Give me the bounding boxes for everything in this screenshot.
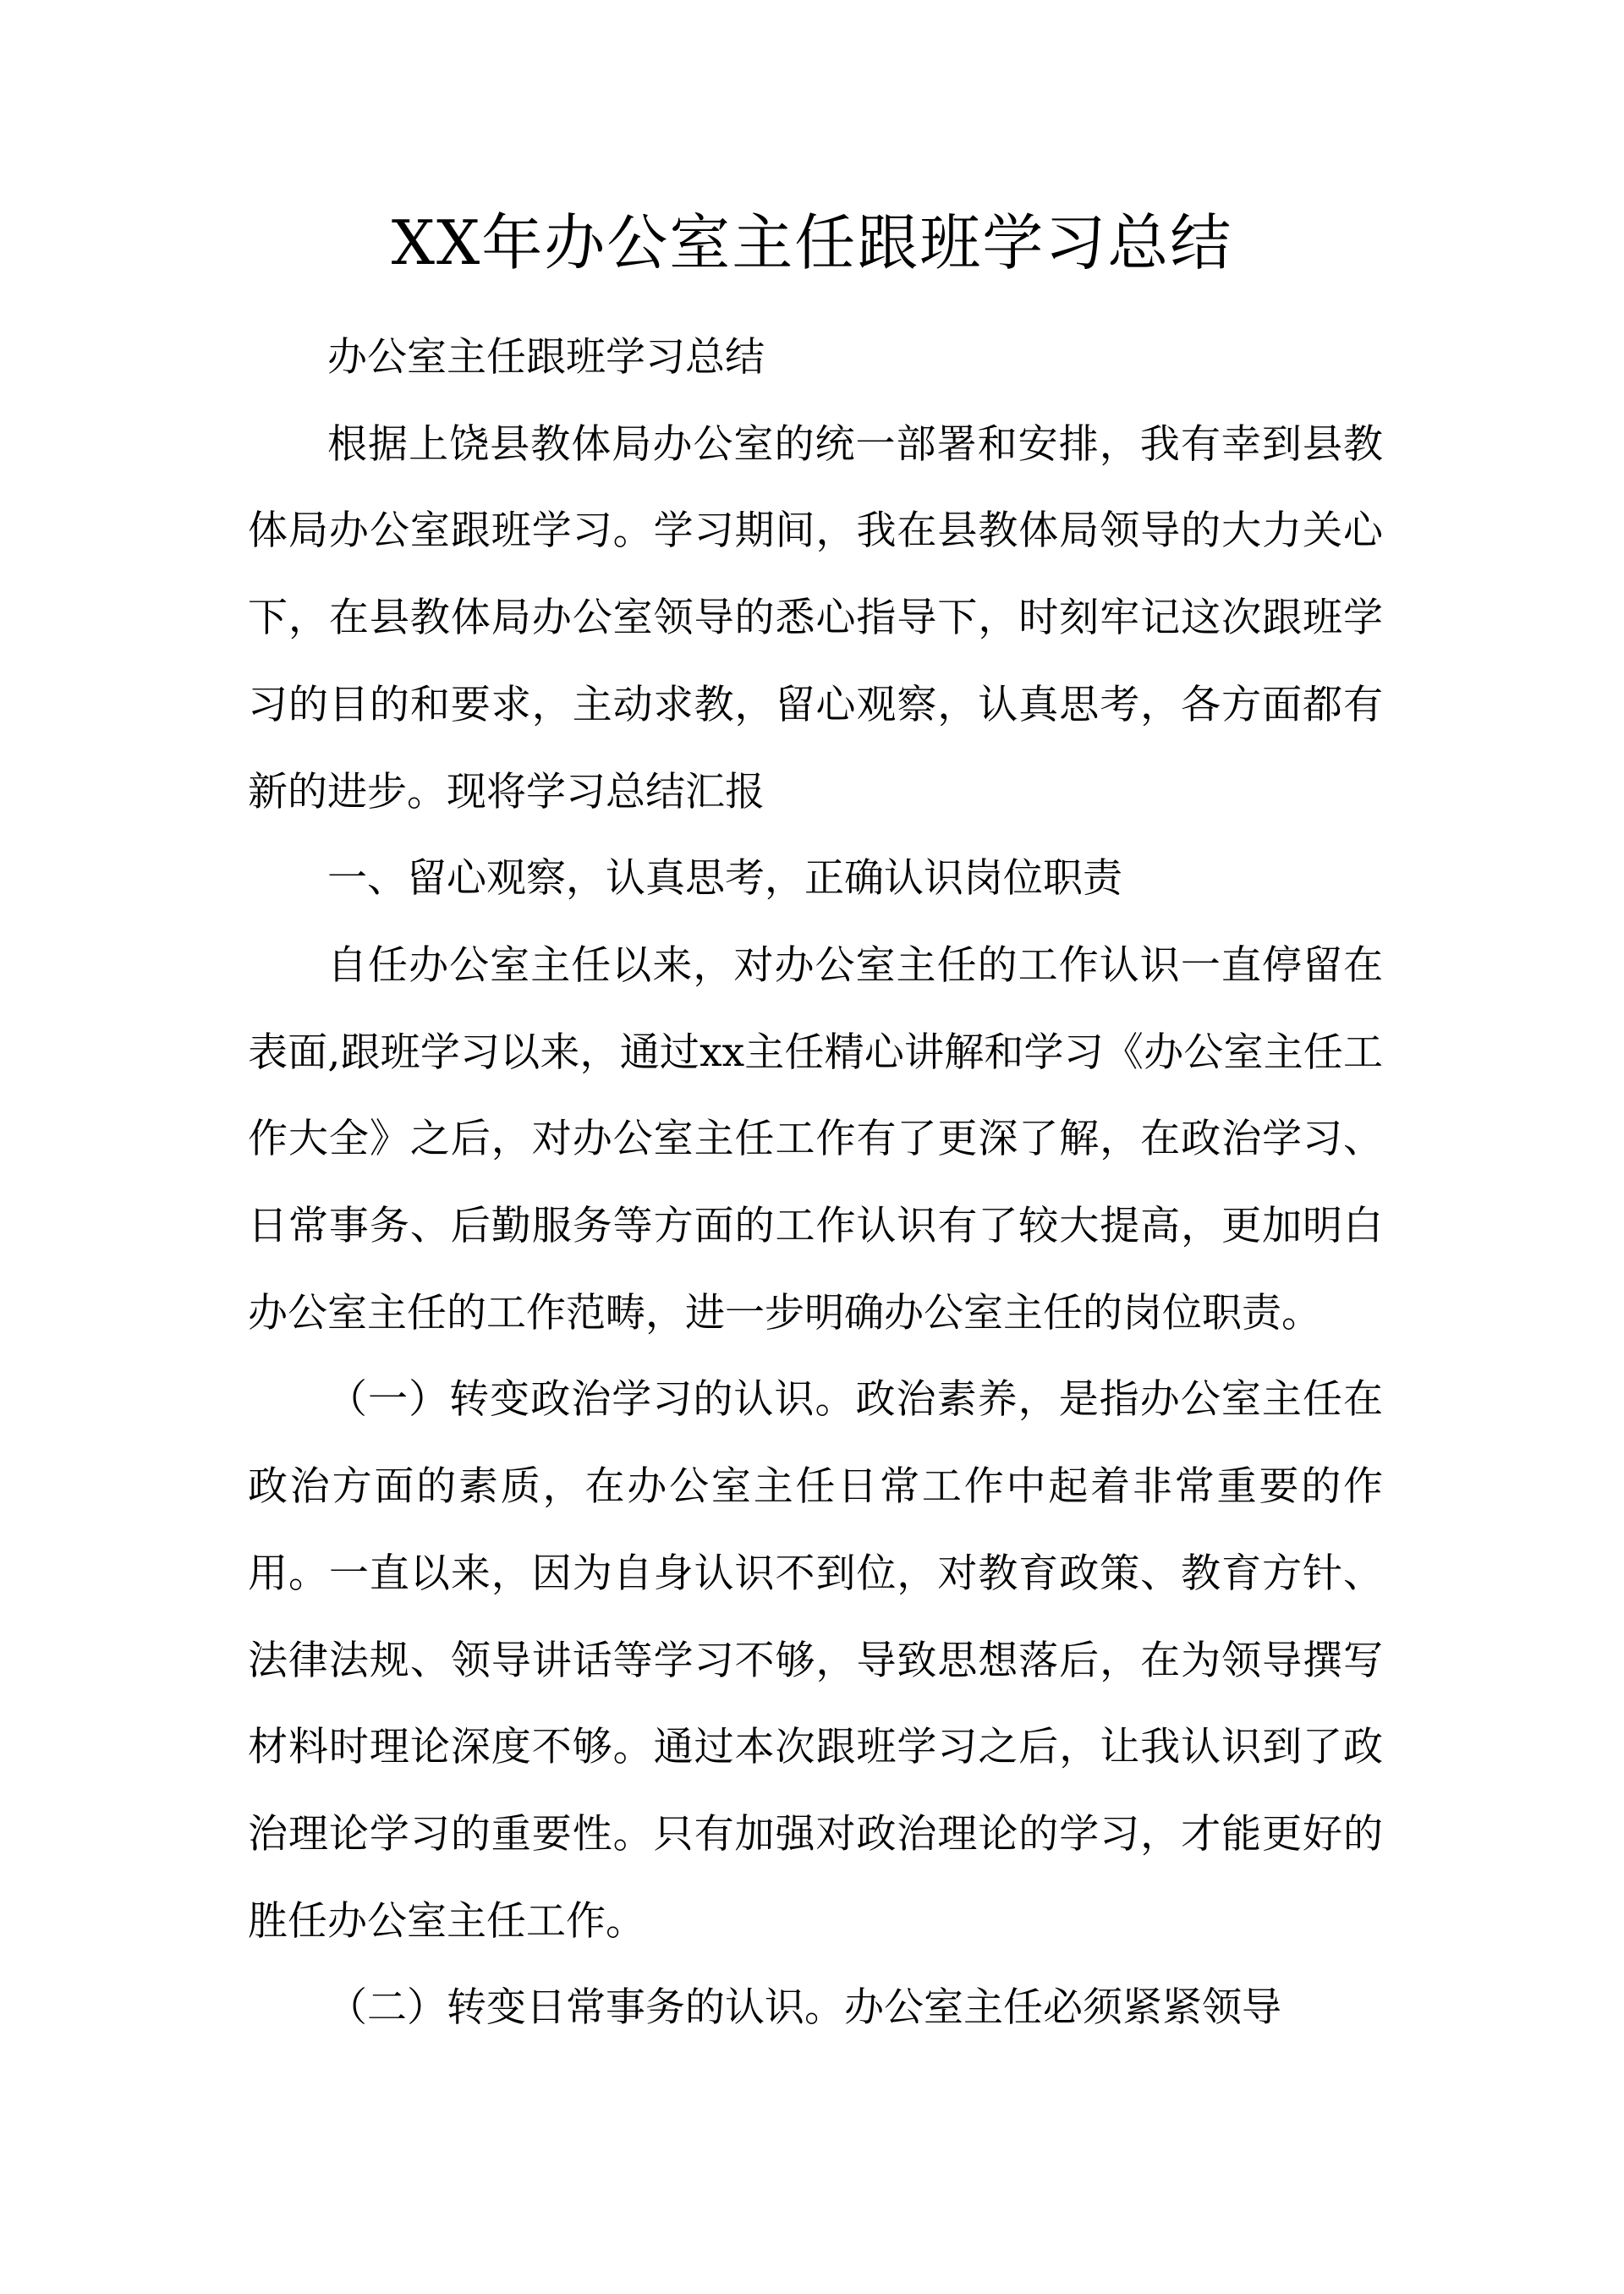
document-title: XX年办公室主任跟班学习总结	[391, 207, 1233, 278]
paragraph-subtitle: 办公室主任跟班学习总结	[327, 334, 765, 381]
paragraph-intro: 根据上饶县教体局办公室的统一部署和安排，我有幸到县教体局办公室跟班学习。学习期间，我在县教体局领导的大力关心下，在县教体局办公室领导的悉心指导下，时刻牢记这次跟班学习的目的和要求，主动求教，留心观察，认真思考，各方面都有新的进步。现将学习总结汇报	[248, 420, 1383, 815]
paragraph-subsection-2: （二）转变日常事务的认识。办公室主任必须紧紧领导	[327, 1984, 1281, 2032]
section-heading-1: 一、留心观察，认真思考，正确认识岗位职责	[327, 855, 1122, 903]
document-body	[248, 315, 1383, 2052]
paragraph-subsection-1: （一）转变政治学习的认识。政治素养，是指办公室主任在政治方面的素质，在办公室主任日常工作中起着非常重要的作用。一直以来，因为自身认识不到位，对教育政策、教育方针、法律法规、领导讲话等学习不够，导致思想落后，在为领导撰写材料时理论深度不够。通过本次跟班学习之后，让我认识到了政治理论学习的重要性。只有加强对政治理论的学习，才能更好的胜任办公室主任工作。	[248, 1376, 1383, 1945]
paragraph-section-1: 自任办公室主任以来，对办公室主任的工作认识一直停留在表面,跟班学习以来，通过xx主任精心讲解和学习《办公室主任工作大全》之后，对办公室主任工作有了更深了解，在政治学习、日常事务、后勤服务等方面的工作认识有了较大提高，更加明白办公室主任的工作范畴，进一步明确办公室主任的岗位职责。	[248, 941, 1383, 1336]
